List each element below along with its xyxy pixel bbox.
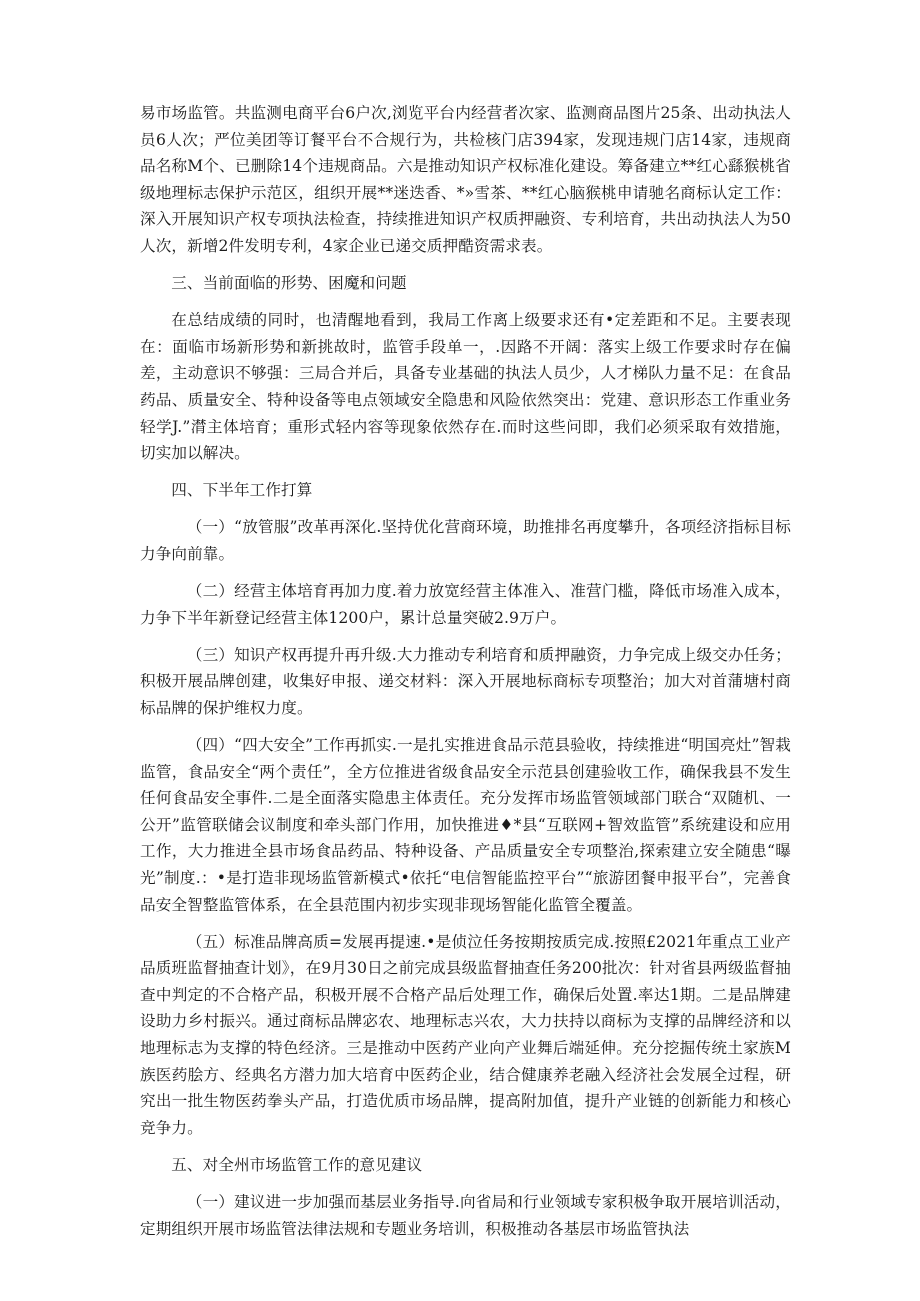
- paragraph-problems: 在总结成绩的同时，也清醒地看到，我局工作离上级要求还有•定差距和不足。主要表现在：面临市场新形势和新挑故时，监管手段单一，.因路不开阔：落实上级工作要求时存在偏差，主动意识不够强：三局合并后，具备专业基础的执法人员少，人才梯队力量不足：在食品药品、质量安全、特种设备等电点领域安全隐患和风险依然突出：党建、意识形态工作重业务轻学J.”潸主体培育；重形式轻内容等现象依然存在.而时这些问即，我们必须采取有效措施，切实加以解决。: [140, 311, 791, 463]
- paragraph-plan-3: （三）知识产权再提升再升级.大力推动专利培育和质押融资，力争完成上级交办任务；积极开展品牌创建，收集好申报、递交材料：深入开展地标商标专项整治；加大对首蒲塘村商标品牌的保护维权力度。: [140, 645, 791, 717]
- paragraph-plan-1: （一）“放管服”改革再深化.坚持优化营商环境，助推排名再度攀升，各项经济指标目标力争向前靠。: [140, 518, 791, 563]
- paragraph-suggestion-1: （一）建议进一步加强而基层业务指导.向省局和行业领域专家积极争取开展培训活动，定期组织开展市场监管法律法规和专题业务培训，积极推动各基层市场监管执法: [140, 1192, 791, 1238]
- paragraph-plan-2: （二）经营主体培育再加力度.着力放宽经营主体准入、准营门槛，降低市场准入成本，力争下半年新登记经营主体1200户，累计总量突破2.9万户。: [140, 582, 791, 627]
- document-body: [140, 100, 791, 1253]
- section-heading-5: 五、对全州市场监管工作的意见建议: [171, 1155, 423, 1174]
- paragraph-plan-4: （四）“四大安全”工作再抓实.一是扎实推进食品示范县验收，持续推进“明国亮灶”智栽监管，食品安全“两个责任”，全方位推进省级食品安全示范县创建验收工作，确保我县不发生任何食品安全事件.二是全面落实隐患主体责任。充分发挥市场监管领域部门联合“双随机、一公开”监管联储会议制度和牵头部门作用，加快推进♦*县“互联网+智效监管”系统建设和应用工作，大力推进全县市场食品药品、特种设备、产品质量安全专项整治,探索建立安全随患“曝光”制度.：•是打造非现场监管新模式•依托“电信智能监控平台”“旅游团餐申报平台”，完善食品安全智整监管体系，在全县范围内初步实现非现场智能化监管全覆盖。: [140, 735, 791, 914]
- section-heading-3: 三、当前面临的形势、困魔和问题: [171, 274, 407, 293]
- paragraph-plan-5: （五）标准品牌高质=发展再提速.•是侦泣任务按期按质完成.按照£2021年重点工业产品质班监督抽查计划》，在9月30日之前完成县级监督抽查任务200批次：针对省县两级监督抽查中判定的不合格产品，积极开展不合格产品后处理工作，确保后处置.率达1期。二是品牌建设助力乡村振兴。通过商标品牌宓农、地理标志兴农，大力扶持以商标为支撑的品牌经济和以地理标志为支撑的特色经济。三是推动中医药产业向产业舞后端延伸。充分挖掘传统土家族M族医药脍方、经典名方潜力加大培育中医药企业，结合健康养老融入经济社会发展全过程，研究出一批生物医药拳头产品，打造优质市场品牌，提高附加值，提升产业链的创新能力和核心竞争力。: [140, 932, 791, 1137]
- section-heading-4: 四、下半年工作打算: [171, 481, 313, 500]
- paragraph-market-supervision: 易市场监管。共监测电商平台6户次,浏览平台内经营者次家、监测商品图片25条、出动执法人员6人次；严位美团等订餐平台不合规行为，共检核门店394家，发现违规门店14家，违规商品名称M个、已删除14个违规商品。六是推动知识产权标准化建设。筹备建立**红心繇猴桃省级地理标志保护示范区，组织开展**迷迭香、*»雪茶、**红心脑猴桃申请驰名商标认定工作：深入开展知识产权专项执法检查，持续推进知识产权质押融资、专利培育，共出动执法人为50人次，新增2件发明专利，4家企业已递交质押酷资需求表。: [140, 104, 791, 255]
